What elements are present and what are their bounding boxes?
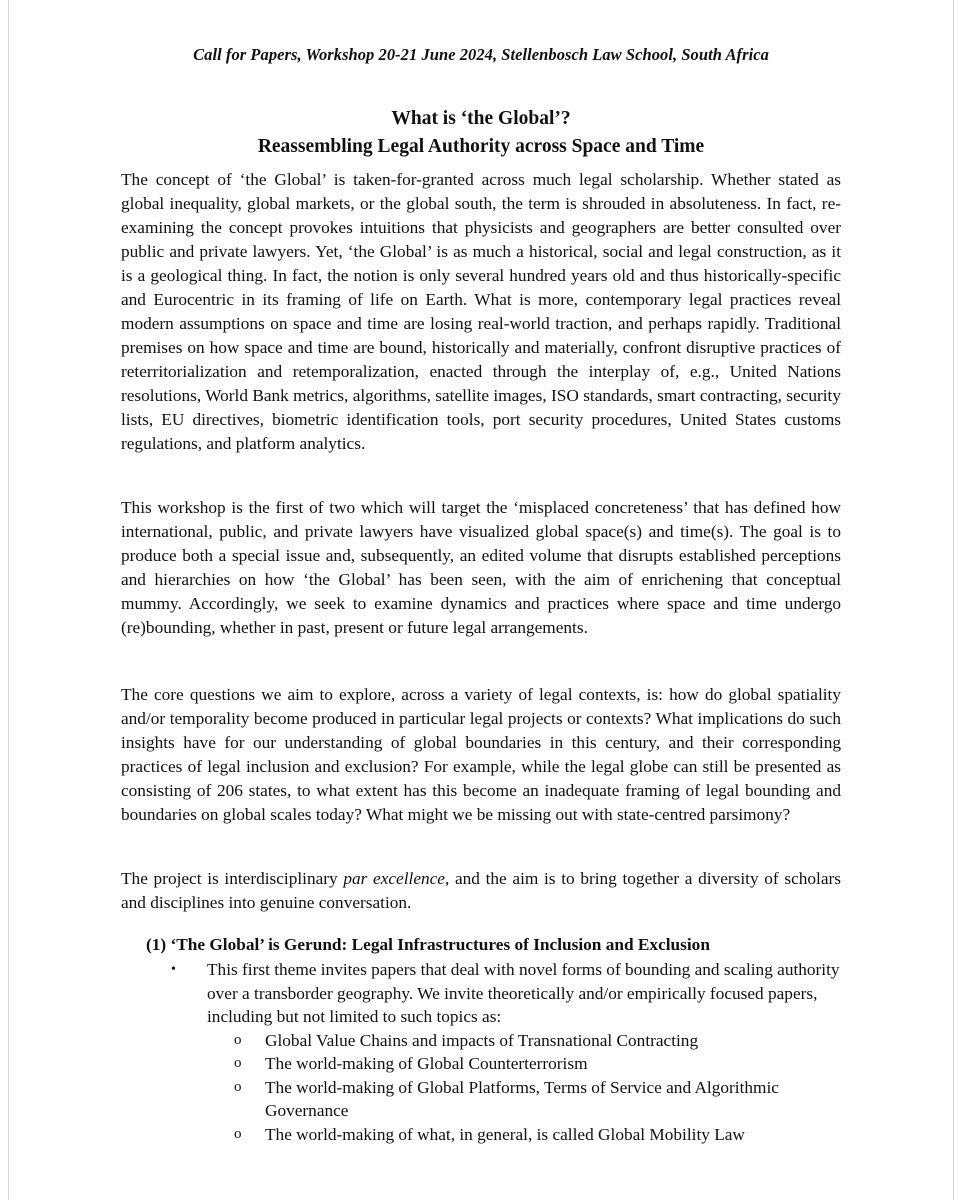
document-header: Call for Papers, Workshop 20-21 June 2024, Stellenbosch Law School, South Africa — [193, 45, 769, 64]
list-item — [234, 1052, 841, 1076]
bullet-icon: • — [171, 962, 176, 977]
bullet-text: This first theme invites papers that deal with novel forms of bounding and scaling authority over a transborder geography. We invite theoretically and/or empirically focused papers, including but not limited to such topics as: — [207, 960, 840, 1026]
topic-text: The world-making of what, in general, is called Global Mobility Law — [265, 1124, 745, 1144]
paragraph-interdisciplinary — [121, 867, 841, 915]
topic-list — [234, 1029, 841, 1147]
italic-phrase: par excellence — [343, 869, 445, 888]
list-item — [234, 1029, 841, 1053]
paragraph-introduction — [121, 168, 841, 456]
paragraph-text-end: , and the aim is to bring together a diversity of scholars and disciplines into genuine conversation. — [121, 869, 841, 912]
topic-text: Global Value Chains and impacts of Transnational Contracting — [265, 1030, 699, 1050]
list-item — [234, 1076, 841, 1123]
bullet-item — [171, 958, 841, 1029]
paragraph-workshop-goal — [121, 496, 841, 640]
topic-text: The world-making of Global Counterterrorism — [265, 1054, 588, 1073]
title-line-2: Reassembling Legal Authority across Space and Time — [257, 136, 705, 157]
paragraph-text: The concept of ‘the Global’ is taken-for-granted across much legal scholarship. Whether stated as global inequality, global markets, or the global south, the term is shrouded in absoluteness. In fact, re-examining the concept provokes intuitions that physicists and geographers are better consulted over public and private lawyers. Yet, ‘the Global’ is as much a historical, social and legal construction, as it is a geological thing. In fact, the notion is only several hundred years old and thus historically-specific and Eurocentric in its framing of life on Earth. What is more, contemporary legal practices reveal modern assumptions on space and time are losing real-world traction, and perhaps rapidly. Traditional premises on how space and time are bound, historically and materially, confront disruptive practices of reterritorialization and retemporalization, enacted through the interplay of, e.g., United Nations resolutions, World Bank metrics, algorithms, satellite images, ISO standards, smart contracting, security lists, EU directives, biometric identification tools, port security procedures, United States customs regulations, and platform analytics. — [121, 170, 841, 453]
paragraph-text-start: The project is interdisciplinary — [121, 869, 344, 888]
paragraph-text — [121, 867, 841, 915]
topic-text: The world-making of Global Platforms, Terms of Service and Algorithmic Governance — [265, 1077, 779, 1120]
theme-1-content — [171, 958, 841, 1146]
paragraph-text: The core questions we aim to explore, across a variety of legal contexts, is: how do global spatiality and/or temporality become produced in particular legal projects or contexts? What implications do such insights have for our understanding of global boundaries in this century, and their corresponding practices of legal inclusion and exclusion? For example, while the legal globe can still be presented as consisting of 206 states, to what extent has this become an inadequate framing of legal bounding and boundaries on global scales today? What might we be missing out with state-centred parsimony? — [121, 685, 841, 824]
circle-bullet-icon: o — [234, 1055, 242, 1071]
title-line-1: What is ‘the Global’? — [391, 108, 571, 129]
theme-1-heading: (1) ‘The Global’ is Gerund: Legal Infrastructures of Inclusion and Exclusion — [146, 935, 710, 954]
circle-bullet-icon: o — [234, 1031, 242, 1048]
list-item — [234, 1123, 841, 1147]
document-title — [0, 105, 962, 161]
circle-bullet-icon: o — [234, 1078, 242, 1095]
paragraph-core-questions — [121, 683, 841, 827]
circle-bullet-icon: o — [234, 1125, 242, 1142]
paragraph-text: This workshop is the first of two which will target the ‘misplaced concreteness’ that has defined how international, public, and private lawyers have visualized global space(s) and time(s). The goal is to produce both a special issue and, subsequently, an edited volume that disrupts established perceptions and hierarchies on how ‘the Global’ has been seen, with the aim of enrichening that conceptual mummy. Accordingly, we seek to examine dynamics and practices where space and time undergo (re)bounding, whether in past, present or future legal arrangements. — [121, 498, 841, 637]
